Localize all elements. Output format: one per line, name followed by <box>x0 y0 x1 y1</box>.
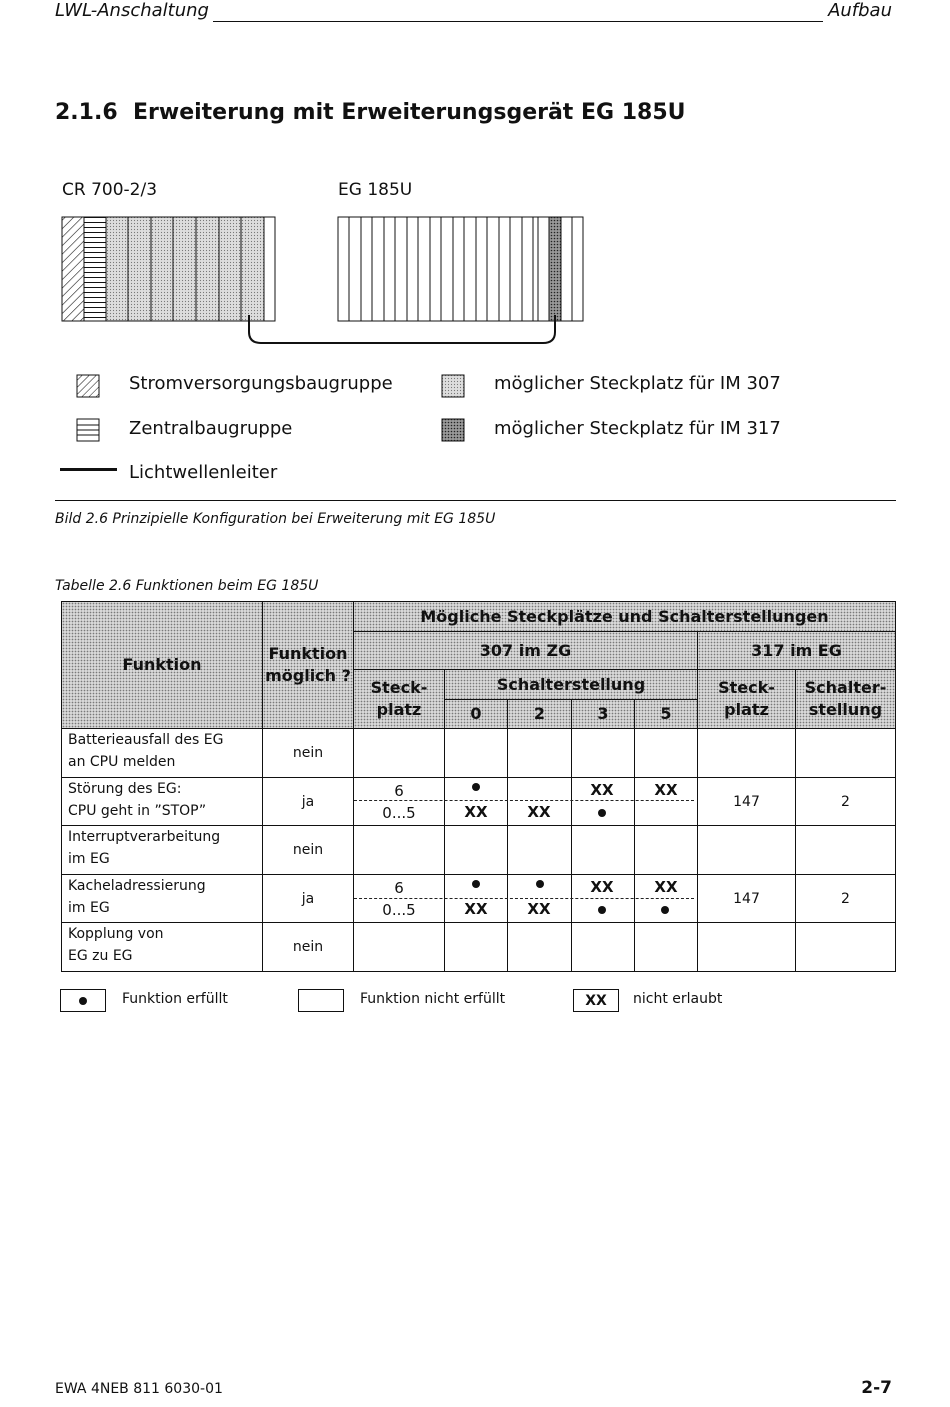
legend-fulfilled-box <box>60 989 106 1012</box>
cpu-slot <box>84 217 106 321</box>
table-cell-moeglich: nein <box>263 729 354 778</box>
bullet-fulfilled <box>472 783 480 791</box>
th-sw-5: 5 <box>635 700 698 729</box>
fiber-legend-line <box>60 468 117 471</box>
empty-cell <box>698 826 796 875</box>
diagram-right-label: EG 185U <box>338 180 413 200</box>
empty-cell <box>698 923 796 972</box>
dashed-divider <box>354 800 694 801</box>
empty-cell <box>445 826 508 875</box>
empty-cell <box>796 923 896 972</box>
table-row-funktion: Störung des EG: CPU geht in ”STOP” <box>62 778 263 826</box>
empty-cell <box>508 729 572 778</box>
diagram-left-label: CR 700-2/3 <box>62 180 158 200</box>
figure-rule <box>55 500 896 501</box>
th-funktion-moeglich: Funktion möglich ? <box>263 602 354 729</box>
dashed-divider <box>354 898 694 899</box>
table-row-funktion: Kacheladressierung im EG <box>62 875 263 923</box>
legend-fiber: Lichtwellenleiter <box>129 462 278 483</box>
empty-cell <box>508 826 572 875</box>
empty-cell <box>698 729 796 778</box>
th-317-im-eg: 317 im EG <box>698 632 896 670</box>
rack-diagram <box>55 210 615 355</box>
legend-power-supply: Stromversorgungsbaugruppe <box>129 373 393 394</box>
th-steckplatz-317: Steck- platz <box>698 670 796 729</box>
th-schalterstellung: Schalterstellung <box>445 670 698 700</box>
empty-cell <box>635 923 698 972</box>
power-supply-slot <box>62 217 84 321</box>
table-cell-moeglich: nein <box>263 923 354 972</box>
empty-cell <box>572 923 635 972</box>
empty-cell <box>445 923 508 972</box>
xx-not-allowed: XX <box>590 781 614 799</box>
legend-im317: möglicher Steckplatz für IM 317 <box>494 418 781 439</box>
th-funktion: Funktion <box>62 602 263 729</box>
th-sw-0: 0 <box>445 700 508 729</box>
empty-cell <box>572 826 635 875</box>
empty-cell <box>796 826 896 875</box>
empty-cell <box>354 826 445 875</box>
running-header-left: LWL-Anschaltung <box>55 0 209 21</box>
bullet-fulfilled <box>472 880 480 888</box>
empty-cell <box>354 923 445 972</box>
steckplatz-bottom: 0...5 <box>382 804 416 822</box>
empty-cell <box>635 729 698 778</box>
running-header-right: Aufbau <box>828 0 892 21</box>
table-caption: Tabelle 2.6 Funktionen beim EG 185U <box>55 578 319 594</box>
steckplatz-top: 6 <box>394 782 404 800</box>
empty-cell <box>572 729 635 778</box>
cpu-legend-icon <box>76 418 100 442</box>
empty-cell <box>354 729 445 778</box>
cell-steckplatz-317: 147 <box>698 875 796 923</box>
th-schalterstellung-317: Schalter- stellung <box>796 670 896 729</box>
steckplatz-bottom: 0...5 <box>382 901 416 919</box>
legend-fulfilled-text: Funktion erfüllt <box>122 991 228 1007</box>
eg-rack <box>338 217 583 321</box>
table-row-funktion: Batterieausfall des EG an CPU melden <box>62 729 263 778</box>
legend-not-allowed-text: nicht erlaubt <box>633 991 723 1007</box>
section-number: 2.1.6 <box>55 100 118 125</box>
im307-slot-area <box>106 217 264 321</box>
empty-cell <box>508 923 572 972</box>
legend-cpu: Zentralbaugruppe <box>129 418 293 439</box>
cell-schalter-317: 2 <box>796 875 896 923</box>
legend-im307: möglicher Steckplatz für IM 307 <box>494 373 781 394</box>
th-sw-2: 2 <box>508 700 572 729</box>
bullet-fulfilled <box>661 906 669 914</box>
bullet-fulfilled <box>79 997 87 1005</box>
cell-schalter-317: 2 <box>796 778 896 826</box>
bullet-fulfilled <box>536 880 544 888</box>
th-sw-3: 3 <box>572 700 635 729</box>
xx-not-allowed: XX <box>527 803 551 821</box>
section-title: Erweiterung mit Erweiterungsgerät EG 185U <box>133 100 686 125</box>
empty-cell <box>445 729 508 778</box>
table-row-funktion: Kopplung von EG zu EG <box>62 923 263 972</box>
table-cell-moeglich: nein <box>263 826 354 875</box>
header-rule <box>213 21 823 22</box>
xx-not-allowed: XX <box>527 900 551 918</box>
steckplatz-top: 6 <box>394 879 404 897</box>
bullet-fulfilled <box>598 906 606 914</box>
figure-caption: Bild 2.6 Prinzipielle Konfiguration bei Erweiterung mit EG 185U <box>55 511 496 527</box>
im307-legend-icon <box>441 374 465 398</box>
legend-not-fulfilled-box <box>298 989 344 1012</box>
document-number: EWA 4NEB 811 6030-01 <box>55 1381 223 1397</box>
table-cell-moeglich: ja <box>263 875 354 923</box>
cr-rack <box>62 217 275 321</box>
page-number: 2-7 <box>861 1378 892 1398</box>
table-row-funktion: Interruptverarbeitung im EG <box>62 826 263 875</box>
im317-slot <box>549 217 561 321</box>
th-group: Mögliche Steckplätze und Schalterstellungen <box>354 602 896 632</box>
th-307-im-zg: 307 im ZG <box>354 632 698 670</box>
legend-xx-box: XX <box>573 989 619 1012</box>
xx-not-allowed: XX <box>654 781 678 799</box>
xx-not-allowed: XX <box>590 878 614 896</box>
empty-cell <box>796 729 896 778</box>
legend-not-fulfilled-text: Funktion nicht erfüllt <box>360 991 506 1007</box>
bullet-fulfilled <box>598 809 606 817</box>
power-supply-legend-icon <box>76 374 100 398</box>
empty-cell <box>635 826 698 875</box>
functions-table <box>61 601 896 972</box>
im317-legend-icon <box>441 418 465 442</box>
th-steckplatz-307: Steck- platz <box>354 670 445 729</box>
table-cell-moeglich: ja <box>263 778 354 826</box>
empty-slot <box>264 217 275 321</box>
cell-steckplatz-317: 147 <box>698 778 796 826</box>
xx-not-allowed: XX <box>654 878 678 896</box>
xx-not-allowed: XX <box>464 900 488 918</box>
xx-not-allowed: XX <box>464 803 488 821</box>
